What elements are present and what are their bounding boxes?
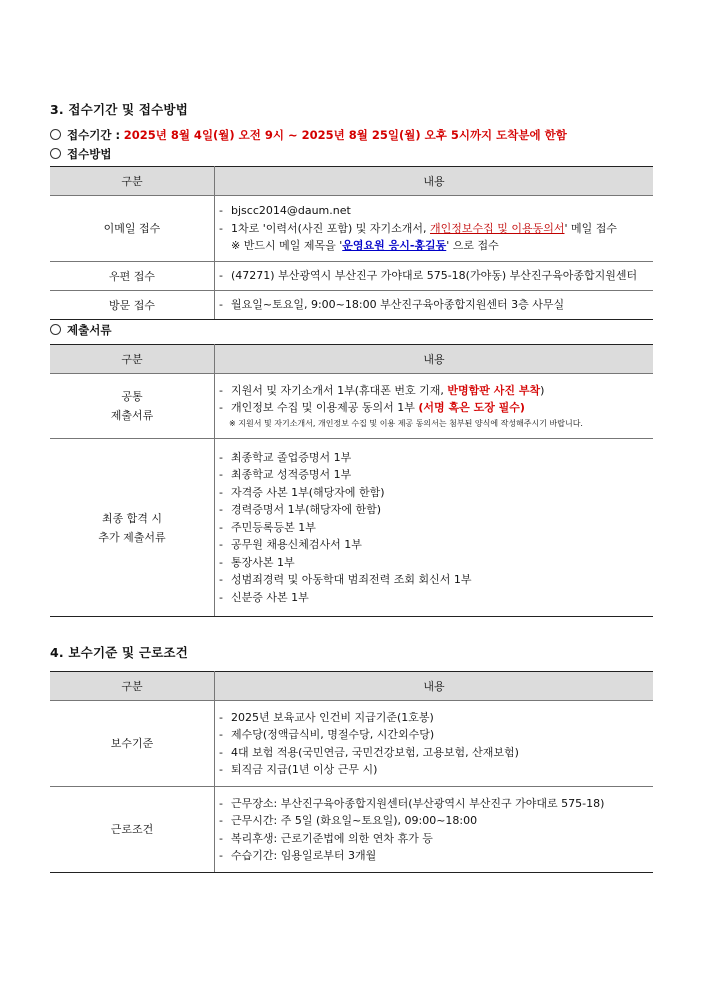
section-4-title: 4. 보수기준 및 근로조건 (50, 645, 188, 660)
list-item: - 퇴직금 지급(1년 이상 근무 시) (219, 763, 378, 776)
table-row-common-docs: 공통 제출서류 - 지원서 및 자기소개서 1부(휴대폰 번호 기재, 반명함판 사진 부착) - 개인정보 수집 및 이용제공 동의서 1부 (서명 혹은 도장 필수) ※ 지원서 및 자기소개서, 개인정보 수집 및 이용 제공 동의서는 첨부된 양식에 작성해주시기 바랍니다. (50, 374, 653, 439)
docs-line (50, 322, 111, 338)
period-label: 접수기간 : (67, 128, 121, 142)
common-docs-label-1: 공통 (121, 390, 143, 403)
list-item: - 제수당(정액급식비, 명절수당, 시간외수당) (219, 728, 435, 741)
visit-info: 월요일~토요일, 9:00~18:00 부산진구육아종합지원센터 3층 사무실 (231, 298, 565, 312)
list-item: - 성범죄경력 및 아동학대 범죄전력 조회 회신서 1부 (219, 573, 472, 587)
table-header-content: 내용 (215, 167, 654, 196)
table-header-content: 내용 (215, 345, 654, 374)
table-header-category: 구분 (50, 345, 215, 374)
method-table (50, 166, 653, 320)
list-item: - 주민등록등본 1부 (219, 520, 316, 534)
list-item: - 근무시간: 주 5일 (화요일~토요일), 09:00~18:00 (219, 814, 478, 827)
table-row-final-docs (50, 439, 653, 617)
list-item: - 경력증명서 1부(해당자에 한함) (219, 503, 382, 517)
table-row-work (50, 787, 653, 873)
circle-bullet-icon (50, 324, 61, 335)
pay-label: 보수기준 (50, 701, 215, 787)
table-header-category: 구분 (50, 167, 215, 196)
table-row-post: 우편 접수 - (47271) 부산광역시 부산진구 가야대로 575-18(가야동) 부산진구육아종합지원센터 (50, 262, 653, 291)
section-3-title: 3. 접수기간 및 접수방법 (50, 102, 188, 117)
table-row-email: 이메일 접수 - bjscc2014@daum.net - 1차로 '이력서(사진 포함) 및 자기소개서, 개인정보수집 및 이용동의서' 메일 접수 ※ 반드시 메일 제목을 '운영요원 응시-홍길동' 으로 접수 (50, 196, 653, 262)
period-line (50, 127, 567, 143)
post-address: (47271) 부산광역시 부산진구 가야대로 575-18(가야동) 부산진구육아종합지원센터 (231, 269, 638, 283)
final-docs-label-2: 추가 제출서류 (98, 530, 166, 544)
table-row-pay (50, 701, 653, 787)
consent-form-text: 개인정보수집 및 이용동의서 (429, 221, 565, 235)
method-label: 접수방법 (67, 147, 112, 161)
email-label: 이메일 접수 (50, 196, 215, 262)
email-address[interactable]: bjscc2014@daum.net (231, 204, 351, 218)
photo-required: 반명함판 사진 부착 (447, 383, 541, 397)
final-docs-list (215, 439, 654, 617)
signature-required: (서명 혹은 도장 필수) (418, 401, 525, 414)
list-item: - 신분증 사본 1부 (219, 590, 309, 604)
list-item: - 자격증 사본 1부(해당자에 한함) (219, 485, 385, 499)
docs-label: 제출서류 (67, 323, 112, 337)
visit-label: 방문 접수 (50, 291, 215, 320)
circle-bullet-icon (50, 129, 61, 140)
pay-table (50, 671, 653, 873)
list-item: - 통장사본 1부 (219, 555, 295, 569)
list-item: - 최종학교 졸업증명서 1부 (219, 450, 352, 464)
table-row-visit: 방문 접수 - 월요일~토요일, 9:00~18:00 부산진구육아종합지원센터 3층 사무실 (50, 291, 653, 320)
mail-subject-example: 운영요원 응시-홍길동 (342, 239, 447, 253)
period-value: 2025년 8월 4일(월) 오전 9시 ~ 2025년 8월 25일(월) 오후 5시까지 도착분에 한함 (123, 128, 567, 142)
table-header-category: 구분 (50, 672, 215, 701)
list-item: - 공무원 채용신체검사서 1부 (219, 538, 362, 552)
docs-table (50, 344, 653, 617)
final-docs-label-1: 최종 합격 시 (101, 511, 163, 525)
method-line (50, 146, 111, 162)
list-item: - 수습기간: 임용일로부터 3개월 (219, 849, 377, 862)
common-docs-label-2: 제출서류 (110, 409, 154, 422)
list-item: - 근무장소: 부산진구육아종합지원센터(부산광역시 부산진구 가야대로 575-18) (219, 796, 605, 810)
list-item: - 최종학교 성적증명서 1부 (219, 468, 352, 482)
list-item: - 4대 보험 적용(국민연금, 국민건강보험, 고용보험, 산재보험) (219, 745, 519, 759)
list-item: - 복리후생: 근로기준법에 의한 연차 휴가 등 (219, 831, 433, 845)
post-label: 우편 접수 (50, 262, 215, 291)
work-label: 근로조건 (50, 787, 215, 873)
common-docs-note: ※ 지원서 및 자기소개서, 개인정보 수집 및 이용 제공 동의서는 첨부된 양식에 작성해주시기 바랍니다. (229, 418, 583, 428)
circle-bullet-icon (50, 148, 61, 159)
list-item: - 2025년 보육교사 인건비 지급기준(1호봉) (219, 710, 434, 724)
table-header-content: 내용 (215, 672, 654, 701)
